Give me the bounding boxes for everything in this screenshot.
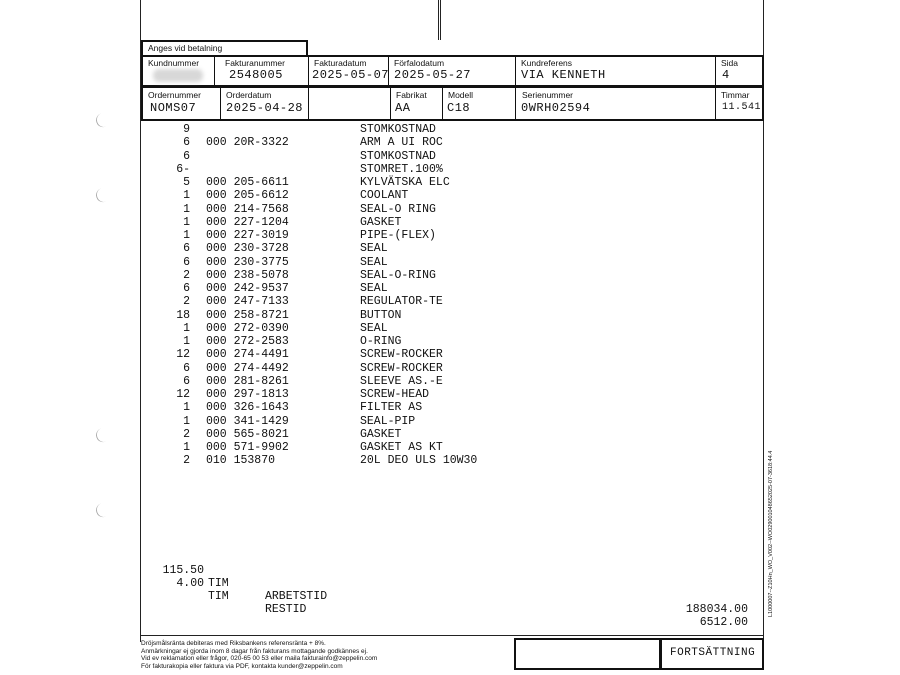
item-description: PIPE-(FLEX) bbox=[360, 229, 436, 242]
item-description: SEAL-O RING bbox=[360, 202, 436, 216]
binder-hole bbox=[94, 501, 113, 519]
item-description: ARM A UI ROC bbox=[360, 136, 443, 150]
cell-kundreferens bbox=[516, 57, 716, 85]
item-row bbox=[0, 454, 900, 467]
item-row bbox=[0, 150, 900, 163]
item-qty: 1 bbox=[183, 229, 190, 242]
cell-sida bbox=[716, 57, 764, 85]
labor-amount: 6512.00 bbox=[699, 616, 748, 629]
serienummer-label: Serienummer bbox=[522, 90, 574, 100]
sida-value: 4 bbox=[722, 68, 730, 82]
modell-label: Modell bbox=[448, 90, 474, 100]
item-qty: 1 bbox=[183, 321, 190, 335]
item-part-number: 000 272-2583 bbox=[206, 335, 289, 348]
labor-unit: TIM bbox=[208, 590, 229, 603]
item-description: SEAL bbox=[360, 242, 388, 256]
item-description: SCREW-ROCKER bbox=[360, 348, 443, 362]
forfalodatum-value: 2025-05-27 bbox=[394, 68, 472, 82]
item-description: COOLANT bbox=[360, 189, 409, 203]
fakturanummer-label: Fakturanummer bbox=[225, 58, 285, 68]
forfalodatum-label: Förfalodatum bbox=[394, 58, 445, 68]
item-description: GASKET bbox=[360, 427, 402, 441]
modell-value: C18 bbox=[447, 101, 471, 115]
item-part-number: 000 341-1429 bbox=[206, 414, 289, 428]
item-description: STOMRET.100% bbox=[360, 162, 443, 176]
item-qty: 2 bbox=[183, 295, 190, 309]
footer-notes bbox=[141, 640, 511, 670]
item-part-number: 000 205-6612 bbox=[206, 189, 289, 203]
cell-fakturanummer bbox=[215, 57, 309, 85]
kundreferens-value: VIA KENNETH bbox=[521, 68, 606, 82]
item-qty: 12 bbox=[176, 348, 190, 362]
item-description: SEAL bbox=[360, 282, 388, 295]
cell-modell bbox=[443, 88, 516, 119]
item-qty: 9 bbox=[183, 123, 190, 136]
footer-top-border bbox=[140, 635, 763, 636]
item-description: SEAL-O-RING bbox=[360, 268, 436, 282]
item-description: GASKET bbox=[360, 215, 402, 229]
cell-ordernummer bbox=[143, 88, 221, 119]
ordernummer-label: Ordernummer bbox=[148, 90, 201, 100]
item-qty: 1 bbox=[183, 215, 190, 229]
item-row bbox=[0, 335, 900, 348]
sida-label: Sida bbox=[721, 58, 739, 68]
top-divider-1 bbox=[438, 0, 439, 40]
kundnummer-label: Kundnummer bbox=[148, 58, 200, 68]
item-qty: 6 bbox=[183, 361, 190, 375]
item-part-number: 000 258-8721 bbox=[206, 308, 289, 322]
item-description: SCREW-ROCKER bbox=[360, 361, 443, 375]
labor-amount: 188034.00 bbox=[685, 603, 748, 616]
item-row bbox=[0, 415, 900, 428]
labor-desc: RESTID bbox=[265, 603, 307, 616]
fabrikat-label: Fabrikat bbox=[396, 90, 427, 100]
item-part-number: 000 274-4492 bbox=[206, 361, 289, 375]
item-description: KYLVÄTSKA ELC bbox=[360, 176, 450, 189]
item-row bbox=[0, 123, 900, 136]
item-description: REGULATOR-TE bbox=[360, 295, 443, 309]
timmar-label: Timmar bbox=[721, 90, 750, 100]
item-row bbox=[0, 242, 900, 255]
item-row bbox=[0, 256, 900, 269]
item-qty: 18 bbox=[176, 308, 190, 322]
item-row bbox=[0, 269, 900, 282]
labor-qty: 115.50 bbox=[162, 564, 204, 577]
item-row bbox=[0, 295, 900, 308]
header-row-2 bbox=[141, 86, 764, 121]
kundreferens-label: Kundreferens bbox=[521, 58, 573, 68]
kundnummer-redacted bbox=[153, 69, 203, 82]
item-row bbox=[0, 189, 900, 202]
item-row bbox=[0, 428, 900, 441]
item-qty: 6 bbox=[183, 149, 190, 163]
item-qty: 2 bbox=[183, 268, 190, 282]
cell-serienummer bbox=[516, 88, 716, 119]
item-qty: 12 bbox=[176, 388, 190, 401]
item-part-number: 000 326-1643 bbox=[206, 401, 289, 415]
item-part-number: 000 205-6611 bbox=[206, 176, 289, 189]
invoice-items bbox=[0, 123, 900, 473]
item-description: O-RING bbox=[360, 335, 402, 348]
item-qty: 2 bbox=[183, 427, 190, 441]
item-description: GASKET AS KT bbox=[360, 441, 443, 454]
labor-desc: ARBETSTID bbox=[265, 590, 328, 603]
item-description: SLEEVE AS.-E bbox=[360, 374, 443, 388]
serienummer-value: 0WRH02594 bbox=[521, 101, 591, 115]
item-description: SCREW-HEAD bbox=[360, 388, 430, 401]
fakturanummer-value: 2548005 bbox=[229, 68, 283, 82]
item-row bbox=[0, 163, 900, 176]
cell-timmar bbox=[716, 88, 764, 119]
item-description: SEAL-PIP bbox=[360, 414, 416, 428]
item-row bbox=[0, 322, 900, 335]
item-qty: 6 bbox=[183, 255, 190, 269]
item-description: SEAL bbox=[360, 255, 388, 269]
orderdatum-value: 2025-04-28 bbox=[226, 101, 304, 115]
item-part-number: 000 227-3019 bbox=[206, 229, 289, 242]
labor-qty: 4.00 bbox=[176, 577, 204, 590]
fabrikat-value: AA bbox=[395, 101, 411, 115]
item-description: 20L DEO ULS 10W30 bbox=[360, 454, 478, 468]
item-part-number: 010 153870 bbox=[206, 454, 276, 468]
cell-forfalodatum bbox=[389, 57, 516, 85]
item-qty: 1 bbox=[183, 202, 190, 216]
item-row bbox=[0, 388, 900, 401]
item-part-number: 000 214-7568 bbox=[206, 202, 289, 216]
item-part-number: 000 571-9902 bbox=[206, 441, 289, 454]
item-row bbox=[0, 176, 900, 189]
item-part-number: 000 281-8261 bbox=[206, 374, 289, 388]
side-document-code: L1000007--Z10Hn_WO_V002--WO029001048652025-07-3618:44.4 bbox=[768, 450, 774, 617]
item-part-number: 000 297-1813 bbox=[206, 388, 289, 401]
item-qty: 1 bbox=[183, 189, 190, 203]
footer-continuation-box bbox=[661, 638, 764, 670]
cell-kundnummer bbox=[143, 57, 215, 85]
item-description: FILTER AS bbox=[360, 401, 423, 415]
item-row bbox=[0, 362, 900, 375]
footer-note: Anmärkningar ej gjorda inom 8 dagar från fakturans mottagande godkännes ej. bbox=[141, 647, 368, 655]
item-part-number: 000 272-0390 bbox=[206, 321, 289, 335]
item-qty: 6 bbox=[183, 374, 190, 388]
labor-unit: TIM bbox=[208, 577, 229, 590]
footer-note: För fakturakopia eller faktura via PDF, kontakta kunder@zeppelin.com bbox=[141, 662, 343, 670]
item-row bbox=[0, 229, 900, 242]
item-qty: 6 bbox=[183, 136, 190, 150]
cell-fabrikat bbox=[391, 88, 443, 119]
header-row-1 bbox=[141, 55, 764, 87]
item-qty: 1 bbox=[183, 335, 190, 348]
item-row bbox=[0, 309, 900, 322]
item-part-number: 000 247-7133 bbox=[206, 295, 289, 309]
item-row bbox=[0, 375, 900, 388]
top-divider-2 bbox=[440, 0, 441, 40]
fakturadatum-value: 2025-05-07 bbox=[312, 68, 390, 82]
item-qty: 5 bbox=[183, 176, 190, 189]
item-part-number: 000 230-3775 bbox=[206, 255, 289, 269]
item-qty: 1 bbox=[183, 401, 190, 415]
payment-reference-label: Anges vid betalning bbox=[148, 43, 223, 53]
item-row bbox=[0, 203, 900, 216]
footer-note: Dröjsmålsränta debiteras med Riksbankens referensränta + 8%. bbox=[141, 640, 326, 647]
item-part-number: 000 274-4491 bbox=[206, 348, 289, 362]
cell-orderdatum bbox=[221, 88, 309, 119]
item-description: STOMKOSTNAD bbox=[360, 149, 436, 163]
item-part-number: 000 227-1204 bbox=[206, 215, 289, 229]
item-row bbox=[0, 441, 900, 454]
cell-empty bbox=[309, 88, 391, 119]
item-row bbox=[0, 136, 900, 149]
item-description: BUTTON bbox=[360, 308, 402, 322]
cell-fakturadatum bbox=[309, 57, 389, 85]
payment-reference-box bbox=[141, 40, 308, 56]
item-description: SEAL bbox=[360, 321, 388, 335]
item-part-number: 000 238-5078 bbox=[206, 268, 289, 282]
footer-note: Vid ev reklamation eller frågor, 020-65 00 53 eller maila fakturainfo@zeppelin.com bbox=[141, 655, 378, 663]
item-qty: 1 bbox=[183, 414, 190, 428]
footer-amount-box bbox=[514, 638, 661, 670]
timmar-value: 11.541 bbox=[722, 102, 762, 113]
item-part-number: 000 20R-3322 bbox=[206, 136, 289, 150]
item-qty: 2 bbox=[183, 454, 190, 468]
item-part-number: 000 242-9537 bbox=[206, 282, 289, 295]
item-qty: 6 bbox=[183, 282, 190, 295]
item-qty: 6- bbox=[176, 162, 190, 176]
ordernummer-value: NOMS07 bbox=[150, 101, 197, 115]
item-row bbox=[0, 216, 900, 229]
item-qty: 1 bbox=[183, 441, 190, 454]
item-row bbox=[0, 282, 900, 295]
item-description: STOMKOSTNAD bbox=[360, 123, 436, 136]
fakturadatum-label: Fakturadatum bbox=[314, 58, 367, 68]
orderdatum-label: Orderdatum bbox=[226, 90, 272, 100]
item-part-number: 000 565-8021 bbox=[206, 427, 289, 441]
item-row bbox=[0, 348, 900, 361]
item-qty: 6 bbox=[183, 242, 190, 256]
item-part-number: 000 230-3728 bbox=[206, 242, 289, 256]
continuation-label: FORTSÄTTNING bbox=[670, 647, 756, 659]
item-row bbox=[0, 401, 900, 414]
